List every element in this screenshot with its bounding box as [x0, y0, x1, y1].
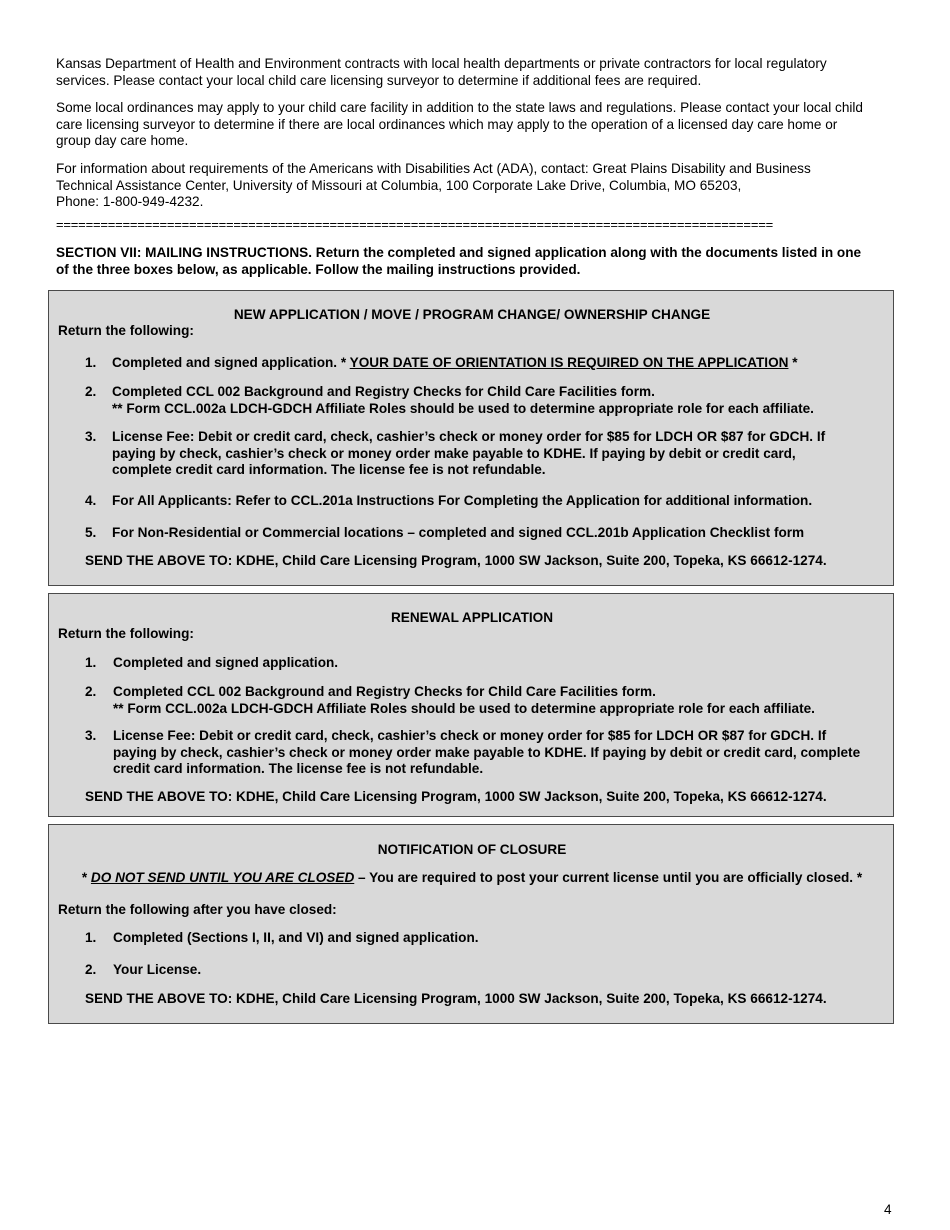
item-text-underlined: YOUR DATE OF ORIENTATION IS REQUIRED ON THE APPLICATION	[349, 355, 789, 370]
item-text: Completed and signed application. *	[112, 355, 350, 370]
item-number: 3.	[85, 728, 97, 743]
notification-of-closure-box	[48, 824, 894, 1024]
list-item: Your License.	[113, 962, 202, 977]
divider-line: =================================================================================================	[56, 217, 774, 232]
list-item	[113, 684, 815, 717]
return-label: Return the following:	[58, 626, 194, 641]
item-text: License Fee: Debit or credit card, check, cashier’s check or money order for $85 for LDCH OR $87 for GDCH. If	[112, 429, 826, 444]
item-number: 5.	[85, 525, 97, 540]
text-line: services. Please contact your local child care licensing surveyor to determine if additional fees are required.	[56, 72, 702, 88]
item-number: 1.	[85, 655, 97, 670]
item-text: paying by check, cashier’s check or money order make payable to KDHE. If paying by debit or credit card, complete	[113, 744, 861, 760]
list-item: Completed (Sections I, II, and VI) and signed application.	[113, 930, 479, 945]
text-line: Technical Assistance Center, University of Missouri at Columbia, 100 Corporate Lake Drive, Columbia, MO 65203,	[56, 177, 742, 193]
box-title: NEW APPLICATION / MOVE / PROGRAM CHANGE/ OWNERSHIP CHANGE	[233, 307, 711, 322]
renewal-application-box	[48, 593, 894, 817]
text-line: of the three boxes below, as applicable. Follow the mailing instructions provided.	[56, 261, 581, 277]
new-application-box	[48, 290, 894, 586]
closure-warning	[49, 870, 895, 887]
box-title: NOTIFICATION OF CLOSURE	[377, 842, 567, 857]
item-text: Completed CCL 002 Background and Registry Checks for Child Care Facilities form.	[113, 684, 656, 699]
text-line: For information about requirements of the Americans with Disabilities Act (ADA), contact: Great Plains Disability and Business	[56, 161, 811, 176]
text-line: Some local ordinances may apply to your child care facility in addition to the state laws and regulations. Please contact your local child	[56, 100, 863, 115]
warning-text: – You are required to post your current license until you are officially closed. *	[354, 870, 863, 885]
item-number: 2.	[85, 384, 97, 399]
item-text: Completed CCL 002 Background and Registry Checks for Child Care Facilities form.	[112, 384, 655, 399]
text-line: care licensing surveyor to determine if there are local ordinances which may apply to the operation of a licensed day care home or	[56, 116, 838, 132]
box-title: RENEWAL APPLICATION	[390, 610, 554, 625]
send-to-address: SEND THE ABOVE TO: KDHE, Child Care Licensing Program, 1000 SW Jackson, Suite 200, Topeka, KS 66612-1274.	[85, 553, 827, 568]
item-text: ** Form CCL.002a LDCH-GDCH Affiliate Roles should be used to determine appropriate role for each affiliate.	[113, 700, 815, 716]
fees-paragraph	[56, 56, 906, 89]
warning-star: *	[81, 870, 91, 885]
list-item	[113, 728, 860, 778]
list-item	[112, 429, 825, 479]
ada-paragraph	[56, 161, 906, 211]
ordinances-paragraph	[56, 100, 906, 150]
send-to-address: SEND THE ABOVE TO: KDHE, Child Care Licensing Program, 1000 SW Jackson, Suite 200, Topeka, KS 66612-1274.	[85, 789, 827, 804]
item-number: 2.	[85, 962, 97, 977]
send-to-address: SEND THE ABOVE TO: KDHE, Child Care Licensing Program, 1000 SW Jackson, Suite 200, Topeka, KS 66612-1274.	[85, 991, 827, 1006]
item-text: License Fee: Debit or credit card, check, cashier’s check or money order for $85 for LDCH OR $87 for GDCH. If	[113, 728, 827, 743]
list-item: For All Applicants: Refer to CCL.201a Instructions For Completing the Application for additional information.	[112, 493, 813, 508]
return-label: Return the following:	[58, 323, 194, 338]
item-text: paying by check, cashier’s check or money order make payable to KDHE. If paying by debit or credit card,	[112, 445, 796, 461]
item-text: complete credit card information. The license fee is not refundable.	[112, 462, 546, 477]
warning-emphasis: DO NOT SEND UNTIL YOU ARE CLOSED	[90, 870, 355, 885]
section-vii-heading	[56, 245, 906, 278]
text-line: SECTION VII: MAILING INSTRUCTIONS. Return the completed and signed application along with the documents listed in one	[56, 245, 862, 260]
text-line: Phone: 1-800-949-4232.	[56, 194, 204, 209]
list-item	[112, 384, 814, 417]
item-text: ** Form CCL.002a LDCH-GDCH Affiliate Roles should be used to determine appropriate role for each affiliate.	[112, 400, 814, 416]
list-item: Completed and signed application.	[113, 655, 339, 670]
item-text: *	[788, 355, 798, 370]
item-number: 2.	[85, 684, 97, 699]
page-number: 4	[884, 1202, 892, 1217]
text-line: Kansas Department of Health and Environment contracts with local health departments or private contractors for local regulatory	[56, 56, 827, 71]
return-label: Return the following after you have closed:	[58, 902, 337, 917]
text-line: group day care home.	[56, 133, 189, 148]
list-item	[112, 355, 798, 372]
list-item: For Non-Residential or Commercial locations – completed and signed CCL.201b Application Checklist form	[112, 525, 805, 540]
item-number: 1.	[85, 930, 97, 945]
item-number: 3.	[85, 429, 97, 444]
item-number: 1.	[85, 355, 97, 370]
item-number: 4.	[85, 493, 97, 508]
item-text: credit card information. The license fee is not refundable.	[113, 761, 484, 776]
